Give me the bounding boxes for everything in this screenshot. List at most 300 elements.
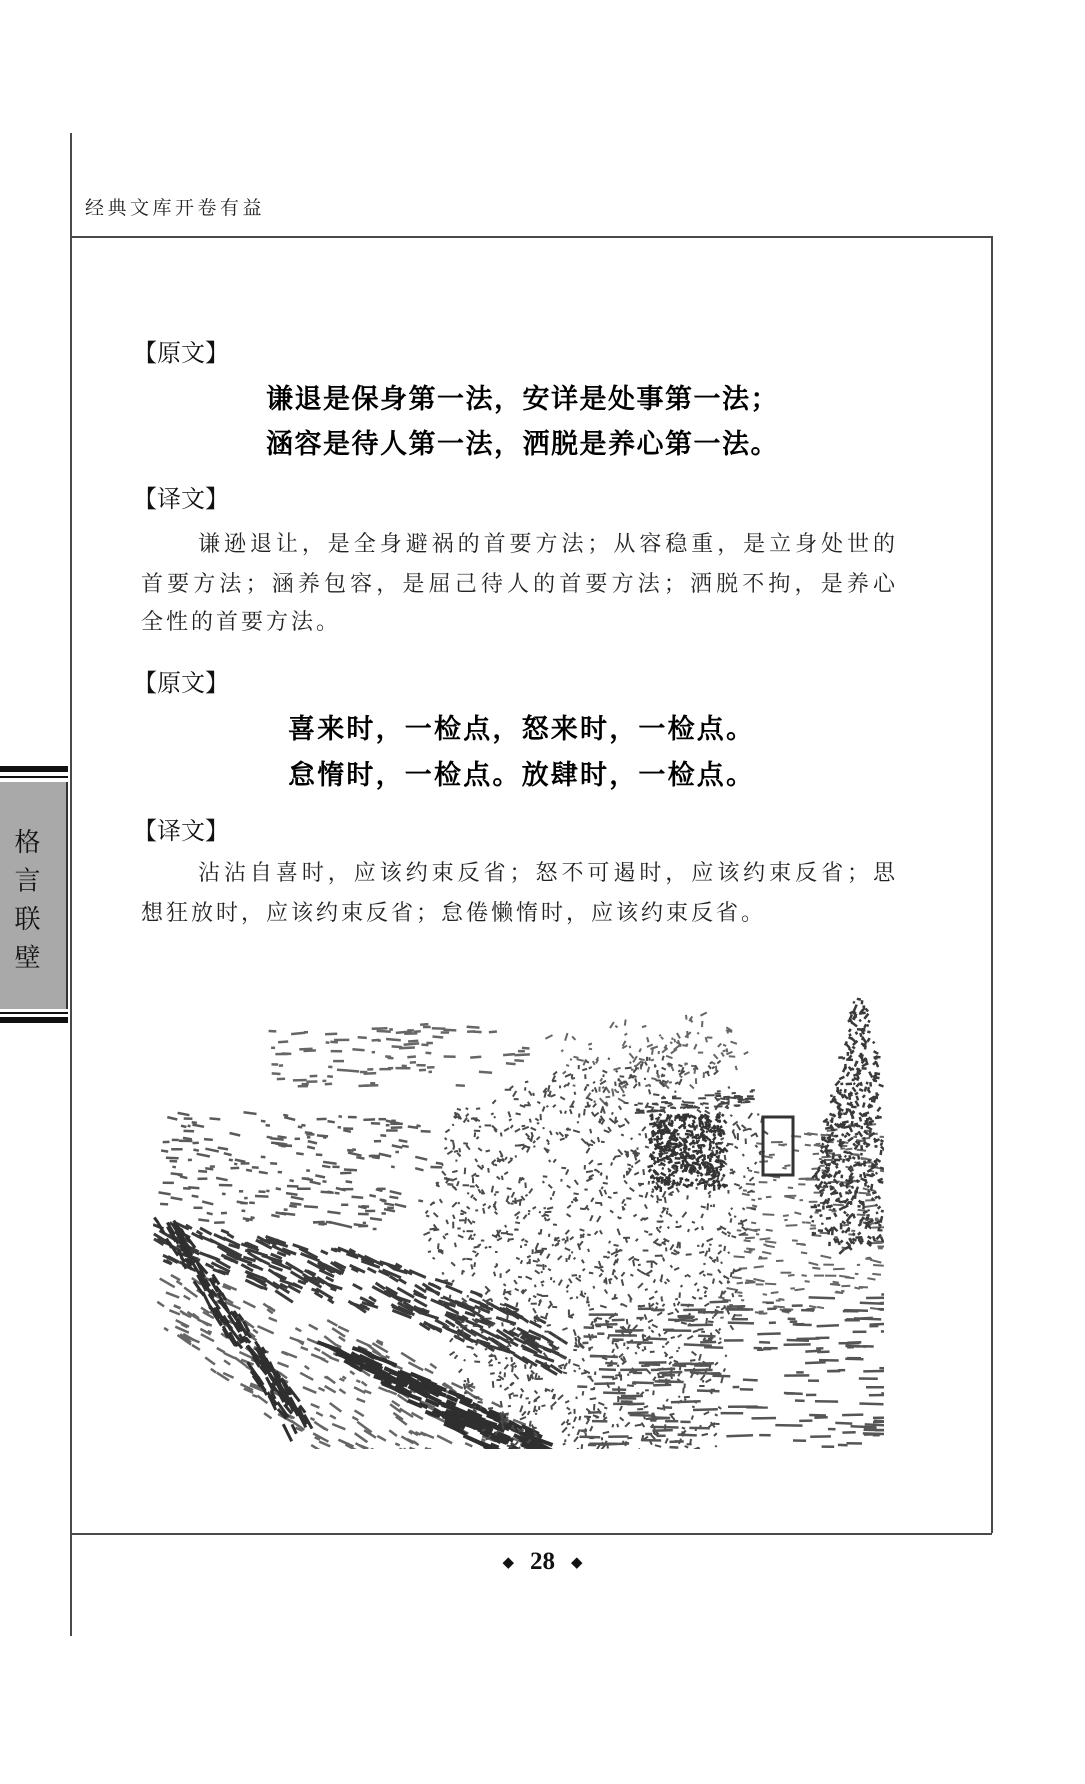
sketch-stroke <box>244 1112 257 1114</box>
sketch-stroke <box>356 1380 360 1382</box>
sketch-stroke <box>852 1157 855 1159</box>
sketch-stroke <box>157 1302 164 1307</box>
sketch-stroke <box>604 1279 605 1283</box>
sketch-stroke <box>700 1013 706 1016</box>
sketch-stroke <box>708 1179 712 1180</box>
sketch-stroke <box>325 1386 336 1392</box>
sketch-stroke <box>474 1354 478 1357</box>
sketch-stroke <box>705 1111 710 1114</box>
sketch-stroke <box>276 1188 281 1189</box>
sketch-stroke <box>686 1165 687 1169</box>
sketch-stroke <box>678 1065 682 1066</box>
sketch-stroke <box>652 1181 654 1182</box>
sketch-stroke <box>154 1218 158 1224</box>
sketch-stroke <box>447 1151 452 1154</box>
sketch-stroke <box>582 1444 583 1449</box>
sketch-stroke <box>751 1223 756 1224</box>
sketch-stroke <box>744 1240 751 1241</box>
sketch-stroke <box>658 1117 660 1118</box>
sketch-stroke <box>626 1198 631 1199</box>
sketch-stroke <box>714 1071 719 1075</box>
sketch-stroke <box>709 1364 710 1369</box>
sketch-stroke <box>525 1082 528 1083</box>
sketch-stroke <box>732 1277 742 1278</box>
sketch-stroke <box>651 1417 669 1418</box>
sketch-stroke <box>310 1418 314 1420</box>
sketch-stroke <box>838 1108 844 1111</box>
sketch-stroke <box>843 1067 845 1073</box>
sketch-stroke <box>729 1056 735 1057</box>
sketch-stroke <box>726 1145 729 1147</box>
sketch-stroke <box>331 1288 337 1290</box>
sketch-stroke <box>259 1172 268 1173</box>
sketch-stroke <box>664 1331 667 1334</box>
sketch-stroke <box>858 1232 861 1235</box>
sketch-stroke <box>583 1269 585 1271</box>
sketch-stroke <box>612 1320 625 1321</box>
sketch-stroke <box>508 1239 514 1240</box>
sketch-stroke <box>695 1283 698 1286</box>
sketch-stroke <box>684 1072 689 1075</box>
sketch-stroke <box>289 1206 297 1207</box>
sketch-stroke <box>567 1407 570 1409</box>
sketch-stroke <box>879 1085 884 1087</box>
sketch-stroke <box>510 1158 513 1159</box>
sketch-stroke <box>713 1147 714 1149</box>
translation-line: 想狂放时，应该约束反省；怠倦懒惰时，应该约束反省。 <box>141 900 767 925</box>
sketch-stroke <box>832 1117 833 1123</box>
sketch-stroke <box>483 1204 486 1206</box>
sketch-stroke <box>593 1082 595 1084</box>
sketch-stroke <box>192 1345 200 1350</box>
sketch-stroke <box>692 1222 695 1223</box>
sketch-stroke <box>876 1235 881 1240</box>
sketch-stroke <box>685 1275 687 1276</box>
sketch-stroke <box>327 1076 333 1077</box>
sketch-stroke <box>546 1313 548 1318</box>
sketch-stroke <box>504 1413 509 1414</box>
sketch-stroke <box>471 1118 478 1119</box>
sketch-stroke <box>454 1178 457 1180</box>
sketch-stroke <box>879 1224 882 1226</box>
sketch-stroke <box>441 1298 444 1299</box>
sketch-stroke <box>877 1107 880 1111</box>
sketch-stroke <box>795 1289 805 1290</box>
sketch-stroke <box>171 1198 183 1200</box>
sketch-stroke <box>625 1020 626 1026</box>
sketch-stroke <box>625 1086 627 1089</box>
sketch-stroke <box>652 1152 654 1153</box>
sketch-stroke <box>224 1353 235 1358</box>
sketch-stroke <box>343 1130 351 1132</box>
sketch-stroke <box>542 1346 543 1349</box>
sketch-stroke <box>848 1138 853 1142</box>
sketch-stroke <box>415 1157 427 1160</box>
sketch-stroke <box>809 1306 816 1308</box>
sketch-stroke <box>420 1024 428 1025</box>
sketch-stroke <box>834 1213 836 1217</box>
sketch-stroke <box>842 1231 844 1233</box>
sketch-stroke <box>868 1090 870 1093</box>
sketch-stroke <box>594 1317 598 1320</box>
sketch-stroke <box>495 1194 496 1196</box>
sketch-stroke <box>230 1133 241 1136</box>
sketch-stroke <box>553 1191 555 1196</box>
sketch-stroke <box>514 1280 517 1284</box>
sketch-stroke <box>855 1134 858 1135</box>
sketch-stroke <box>869 1395 884 1396</box>
sketch-stroke <box>305 1132 313 1133</box>
sketch-stroke <box>596 1416 597 1419</box>
translation-line: 沾沾自喜时，应该约束反省；怒不可遏时，应该约束反省；思 <box>198 860 898 885</box>
sketch-stroke <box>515 1365 517 1367</box>
sketch-stroke <box>643 1169 644 1175</box>
sketch-stroke <box>335 1193 340 1194</box>
sketch-stroke <box>482 1430 486 1431</box>
sketch-stroke <box>539 1376 540 1378</box>
sketch-stroke <box>590 1129 591 1133</box>
sketch-stroke <box>504 1297 508 1300</box>
sketch-stroke <box>719 1112 721 1113</box>
sketch-stroke <box>450 1295 451 1298</box>
sketch-stroke <box>515 1129 520 1132</box>
sketch-stroke <box>205 1357 215 1364</box>
sketch-stroke <box>458 1203 460 1204</box>
sketch-stroke <box>866 1175 873 1177</box>
sketch-stroke <box>704 1347 723 1348</box>
sketch-stroke <box>875 1430 884 1431</box>
sketch-stroke <box>355 1433 368 1442</box>
sketch-stroke <box>466 1259 472 1260</box>
sketch-stroke <box>407 1057 416 1058</box>
sketch-stroke <box>821 1193 822 1195</box>
sketch-stroke <box>502 1323 503 1327</box>
sketch-stroke <box>751 1208 756 1209</box>
sketch-stroke <box>327 1320 337 1326</box>
sketch-stroke <box>588 1412 601 1413</box>
sketch-stroke <box>301 1125 305 1126</box>
sketch-stroke <box>278 1042 288 1043</box>
sketch-stroke <box>535 1118 538 1120</box>
sketch-stroke <box>835 1102 840 1105</box>
sketch-stroke <box>342 1442 349 1445</box>
sketch-stroke <box>839 1077 844 1080</box>
sketch-stroke <box>669 1357 673 1358</box>
sketch-stroke <box>649 1303 650 1308</box>
sketch-stroke <box>718 1407 721 1409</box>
sketch-stroke <box>682 1427 685 1428</box>
sketch-stroke <box>622 1304 627 1307</box>
sketch-stroke <box>246 1170 252 1171</box>
sketch-stroke <box>697 1391 720 1392</box>
sketch-stroke <box>657 1408 663 1409</box>
sketch-stroke <box>846 1242 850 1246</box>
sketch-stroke <box>782 1168 786 1169</box>
sketch-stroke <box>629 1257 634 1261</box>
sketch-stroke <box>649 1327 650 1330</box>
sketch-stroke <box>714 1423 716 1425</box>
sketch-stroke <box>201 1334 214 1341</box>
sketch-stroke <box>868 1038 870 1042</box>
sketch-stroke <box>747 1190 752 1192</box>
sketch-stroke <box>723 1050 726 1051</box>
sketch-stroke <box>481 1331 484 1333</box>
sketch-stroke <box>848 1193 849 1195</box>
sketch-stroke <box>688 1157 693 1159</box>
sketch-stroke <box>627 1347 629 1349</box>
sketch-stroke <box>731 1042 737 1044</box>
sketch-stroke <box>574 1193 579 1194</box>
sketch-stroke <box>482 1165 483 1168</box>
sketch-stroke <box>666 1056 672 1058</box>
sketch-stroke <box>603 1393 625 1394</box>
sketch-stroke <box>192 1196 199 1197</box>
sketch-stroke <box>853 1214 854 1219</box>
sketch-stroke <box>243 1218 253 1220</box>
sketch-stroke <box>452 1171 457 1172</box>
sketch-stroke <box>496 1317 516 1324</box>
sketch-stroke <box>662 1168 664 1169</box>
sketch-stroke <box>715 1414 718 1415</box>
sketch-stroke <box>722 1161 725 1163</box>
sketch-stroke <box>594 1383 615 1384</box>
sketch-stroke <box>167 1117 177 1119</box>
sketch-stroke <box>472 1221 475 1222</box>
sketch-stroke <box>695 1135 699 1136</box>
sketch-stroke <box>465 1217 466 1223</box>
sketch-stroke <box>706 1037 707 1042</box>
sketch-stroke <box>646 1133 647 1138</box>
sketch-stroke <box>687 1275 690 1277</box>
sketch-stroke <box>666 1341 669 1344</box>
sketch-stroke <box>823 1186 828 1187</box>
sketch-stroke <box>464 1118 468 1123</box>
ground-lines <box>577 1294 884 1447</box>
sketch-stroke <box>311 1354 325 1360</box>
sketch-stroke <box>614 1245 619 1246</box>
sketch-stroke <box>542 1215 546 1216</box>
sketch-stroke <box>738 1296 742 1297</box>
sketch-stroke <box>161 1151 168 1152</box>
sketch-stroke <box>621 1134 624 1135</box>
sketch-stroke <box>205 1149 218 1152</box>
sketch-stroke <box>666 1145 669 1146</box>
sketch-stroke <box>875 1197 877 1199</box>
sketch-stroke <box>511 1383 514 1386</box>
sketch-stroke <box>783 1215 789 1216</box>
sketch-stroke <box>344 1170 357 1171</box>
sketch-stroke <box>663 1258 664 1262</box>
sketch-stroke <box>628 1325 630 1329</box>
sketch-stroke <box>674 1045 680 1050</box>
diamond-ornament-icon: ◆ <box>502 1555 514 1571</box>
sketch-stroke <box>665 1197 666 1203</box>
sketch-stroke <box>702 1159 704 1162</box>
sketch-stroke <box>639 1049 641 1053</box>
sketch-stroke <box>531 1136 532 1142</box>
sketch-stroke <box>836 1166 837 1168</box>
sketch-stroke <box>534 1319 536 1322</box>
sketch-stroke <box>221 1230 229 1233</box>
sketch-stroke <box>812 1268 820 1269</box>
sketch-stroke <box>659 1138 662 1140</box>
sketch-stroke <box>372 1040 380 1041</box>
sketch-stroke <box>445 1138 447 1140</box>
sketch-stroke <box>610 1210 613 1212</box>
sketch-stroke <box>702 1226 703 1230</box>
sketch-stroke <box>180 1176 187 1178</box>
sketch-stroke <box>569 1279 572 1284</box>
sketch-stroke <box>863 1188 870 1190</box>
sketch-stroke <box>565 1074 571 1077</box>
sketch-stroke <box>622 1279 624 1285</box>
sketch-stroke <box>804 1134 811 1135</box>
sketch-stroke <box>684 1344 712 1345</box>
sketch-stroke <box>594 1267 598 1268</box>
running-header-title: 经典文库开卷有益 <box>85 198 266 219</box>
sketch-stroke <box>784 1165 790 1166</box>
sketch-stroke <box>668 1187 673 1189</box>
sketch-stroke <box>255 1196 269 1197</box>
sketch-stroke <box>492 1162 495 1165</box>
sketch-stroke <box>561 1168 566 1169</box>
sketch-stroke <box>687 1136 689 1138</box>
sketch-stroke <box>567 1214 571 1217</box>
sketch-stroke <box>748 1170 752 1171</box>
sketch-stroke <box>652 1049 653 1055</box>
sketch-stroke <box>737 1292 742 1293</box>
sketch-stroke <box>504 1387 508 1390</box>
sketch-stroke <box>307 1339 318 1344</box>
sketch-stroke <box>675 1082 679 1084</box>
sketch-stroke <box>847 1230 850 1231</box>
sketch-stroke <box>868 1020 869 1022</box>
sketch-stroke <box>609 1241 610 1244</box>
sketch-stroke <box>588 1102 589 1106</box>
sketch-stroke <box>728 1086 729 1088</box>
sketch-stroke <box>354 1387 365 1393</box>
sketch-stroke <box>604 1407 607 1408</box>
sketch-stroke <box>275 1291 293 1303</box>
translation-label: 【译文】 <box>133 487 229 513</box>
sketch-stroke <box>680 1182 682 1183</box>
sketch-stroke <box>389 1197 398 1198</box>
sketch-stroke <box>377 1031 391 1032</box>
sketch-stroke <box>743 1380 758 1381</box>
sketch-stroke <box>607 1257 610 1258</box>
sketch-stroke <box>503 1054 515 1055</box>
sketch-stroke <box>864 1024 866 1028</box>
left-margin-rule <box>70 133 72 1636</box>
sketch-stroke <box>673 1165 677 1166</box>
sketch-stroke <box>587 1208 589 1210</box>
sketch-stroke <box>681 1323 687 1324</box>
sketch-stroke <box>714 1433 717 1436</box>
sketch-stroke <box>872 1198 874 1200</box>
sketch-stroke <box>598 1318 602 1319</box>
sketch-stroke <box>552 1307 557 1308</box>
sketch-stroke <box>569 1359 570 1364</box>
sketch-stroke <box>771 1292 779 1293</box>
sketch-stroke <box>415 1168 423 1170</box>
sketch-stroke <box>773 1306 784 1307</box>
sketch-stroke <box>606 1278 607 1285</box>
sketch-stroke <box>556 1132 558 1135</box>
sketch-stroke <box>671 1401 701 1402</box>
sketch-stroke <box>679 1125 683 1129</box>
sketch-stroke <box>675 1309 678 1313</box>
sketch-stroke <box>875 1117 882 1118</box>
sketch-stroke <box>485 1349 487 1350</box>
sketch-stroke <box>466 1114 469 1117</box>
sketch-stroke <box>574 1417 576 1422</box>
sketch-stroke <box>318 1224 324 1225</box>
sketch-stroke <box>533 1261 538 1262</box>
sketch-stroke <box>674 1039 675 1042</box>
sketch-stroke <box>456 1338 458 1339</box>
sketch-stroke <box>474 1262 475 1267</box>
sketch-stroke <box>466 1145 470 1150</box>
sketch-stroke <box>218 1148 228 1150</box>
sketch-stroke <box>543 1127 544 1129</box>
sketch-stroke <box>696 1125 697 1129</box>
sketch-stroke <box>619 1106 621 1110</box>
sketch-stroke <box>724 1368 726 1371</box>
sketch-stroke <box>467 1207 470 1210</box>
sketch-stroke <box>611 1252 617 1255</box>
sketch-stroke <box>680 1226 682 1228</box>
sketch-stroke <box>563 1071 566 1074</box>
sketch-stroke <box>544 1363 547 1364</box>
sketch-stroke <box>514 1374 519 1379</box>
sketch-stroke <box>675 1091 676 1093</box>
sketch-stroke <box>467 1347 473 1348</box>
sketch-stroke <box>561 1179 562 1182</box>
sketch-stroke <box>844 1094 848 1099</box>
sketch-stroke <box>865 1087 866 1092</box>
sketch-stroke <box>697 1175 698 1177</box>
sketch-stroke <box>823 1202 826 1204</box>
sketch-stroke <box>573 1057 578 1058</box>
sketch-stroke <box>388 1391 396 1394</box>
landscape-illustration <box>153 989 884 1449</box>
sketch-stroke <box>670 1042 672 1043</box>
sketch-stroke <box>426 1216 429 1217</box>
sketch-stroke <box>856 1083 859 1087</box>
sketch-stroke <box>611 1162 612 1165</box>
sketch-stroke <box>653 1391 654 1396</box>
sketch-stroke <box>833 1114 836 1116</box>
sketch-stroke <box>824 1182 828 1185</box>
sketch-stroke <box>278 1363 289 1367</box>
sketch-stroke <box>668 1227 669 1229</box>
sketch-stroke <box>593 1061 595 1065</box>
sketch-stroke <box>641 1272 646 1275</box>
sketch-stroke <box>659 1372 682 1373</box>
sketch-stroke <box>543 1107 545 1112</box>
sketch-stroke <box>857 1215 866 1216</box>
sketch-stroke <box>414 1299 427 1306</box>
sketch-stroke <box>531 1128 536 1131</box>
sketch-stroke <box>625 1068 632 1069</box>
sketch-stroke <box>704 1154 705 1157</box>
sketch-stroke <box>686 1015 687 1020</box>
sketch-stroke <box>681 1120 686 1121</box>
sketch-stroke <box>512 1366 513 1372</box>
sketch-stroke <box>245 1250 251 1252</box>
sketch-stroke <box>676 1137 678 1140</box>
sketch-stroke <box>713 1279 714 1284</box>
